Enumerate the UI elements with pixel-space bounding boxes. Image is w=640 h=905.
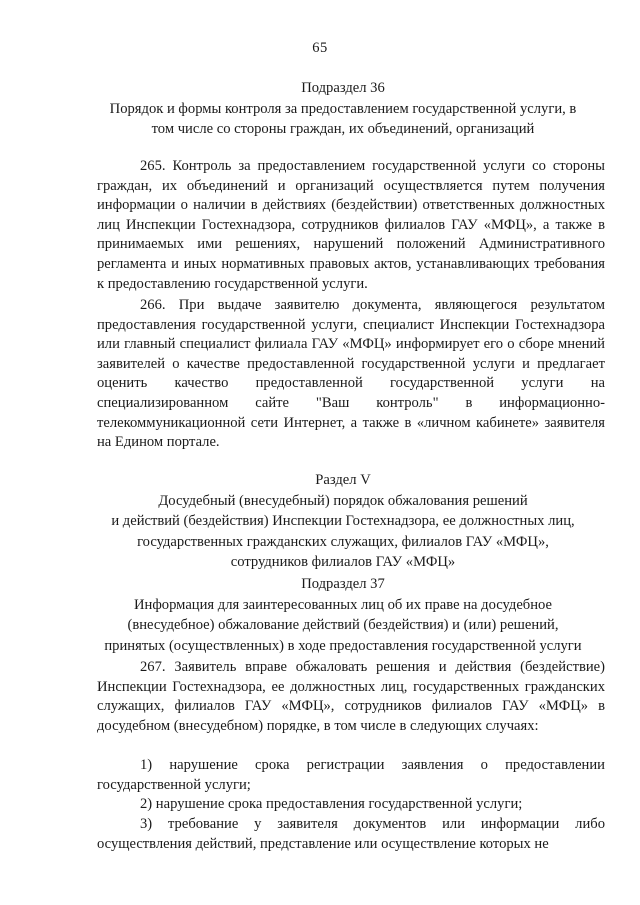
subsection-37-title-line3: принятых (осуществленных) в ходе предоставления государственной услуги [104,637,582,654]
list-item-2: 2) нарушение срока предоставления государственной услуги; [140,796,523,812]
list-item-3: 3) требование у заявителя документов или информации либо осуществления действий, представление или осуществление которых не [97,816,605,852]
section-5-title-line4: сотрудников филиалов ГАУ «МФЦ» [230,554,456,570]
section-5-title-line3: государственных гражданских служащих, филиалов ГАУ «МФЦ», [137,533,549,550]
section-5-title-line1: Досудебный (внесудебный) порядок обжалования решений [158,492,528,509]
paragraph-265: 265. Контроль за предоставлением государственной услуги со стороны граждан, их объединений и организаций осуществляется путем получения информации о наличии в действиях (бездействии) ответственных должностных лиц Инспекции Гостехнадзора, сотрудников филиалов ГАУ «МФЦ», а также в принимаемых ими решениях, нарушений положений Административного регламента и иных нормативных правовых актов, устанавливающих требования к предоставлению государственной услуги. [97,158,605,292]
section-5-label: Раздел V [315,472,371,488]
subsection-36-heading [88,78,598,140]
section-5-heading [88,470,598,573]
subsection-37-label: Подраздел 37 [301,576,385,592]
subsection-36-title-line1: Порядок и формы контроля за предоставлением государственной услуги, в [109,100,577,117]
page-number: 65 [312,40,328,56]
section-5-title-line2: и действий (бездействия) Инспекции Гостехнадзора, ее должностных лиц, [111,513,575,529]
subsection-37-heading [88,574,598,656]
subsection-36-label: Подраздел 36 [301,80,385,96]
paragraph-267: 267. Заявитель вправе обжаловать решения и действия (бездействие) Инспекции Гостехнадзора, ее должностных лиц, государственных гражданских служащих, филиалов ГАУ «МФЦ», сотрудников филиалов ГАУ «МФЦ» в досудебном (внесудебном) порядке, в том числе в следующих случаях: [97,659,605,734]
subsection-36-title-line2: том числе со стороны граждан, их объединений, организаций [151,121,535,137]
subsection-37-title-line2: (внесудебное) обжалование действий (бездействия) и (или) решений, [127,617,559,633]
list-item-1: 1) нарушение срока регистрации заявления о предоставлении государственной услуги; [97,757,605,793]
subsection-37-title-line1: Информация для заинтересованных лиц об их праве на досудебное [134,596,552,613]
paragraph-266: 266. При выдаче заявителю документа, являющегося результатом предоставления государственной услуги, специалист Инспекции Гостехнадзора или главный специалист филиала ГАУ «МФЦ» информирует его о сборе мнений заявителей о качестве предоставленной государственной услуги и предлагает оценить качество предоставленной государственной услуги на специализированном сайте "Ваш контроль" в информационно-телекоммуникационной сети Интернет, а также в «личном кабинете» заявителя на Едином портале. [97,297,605,451]
